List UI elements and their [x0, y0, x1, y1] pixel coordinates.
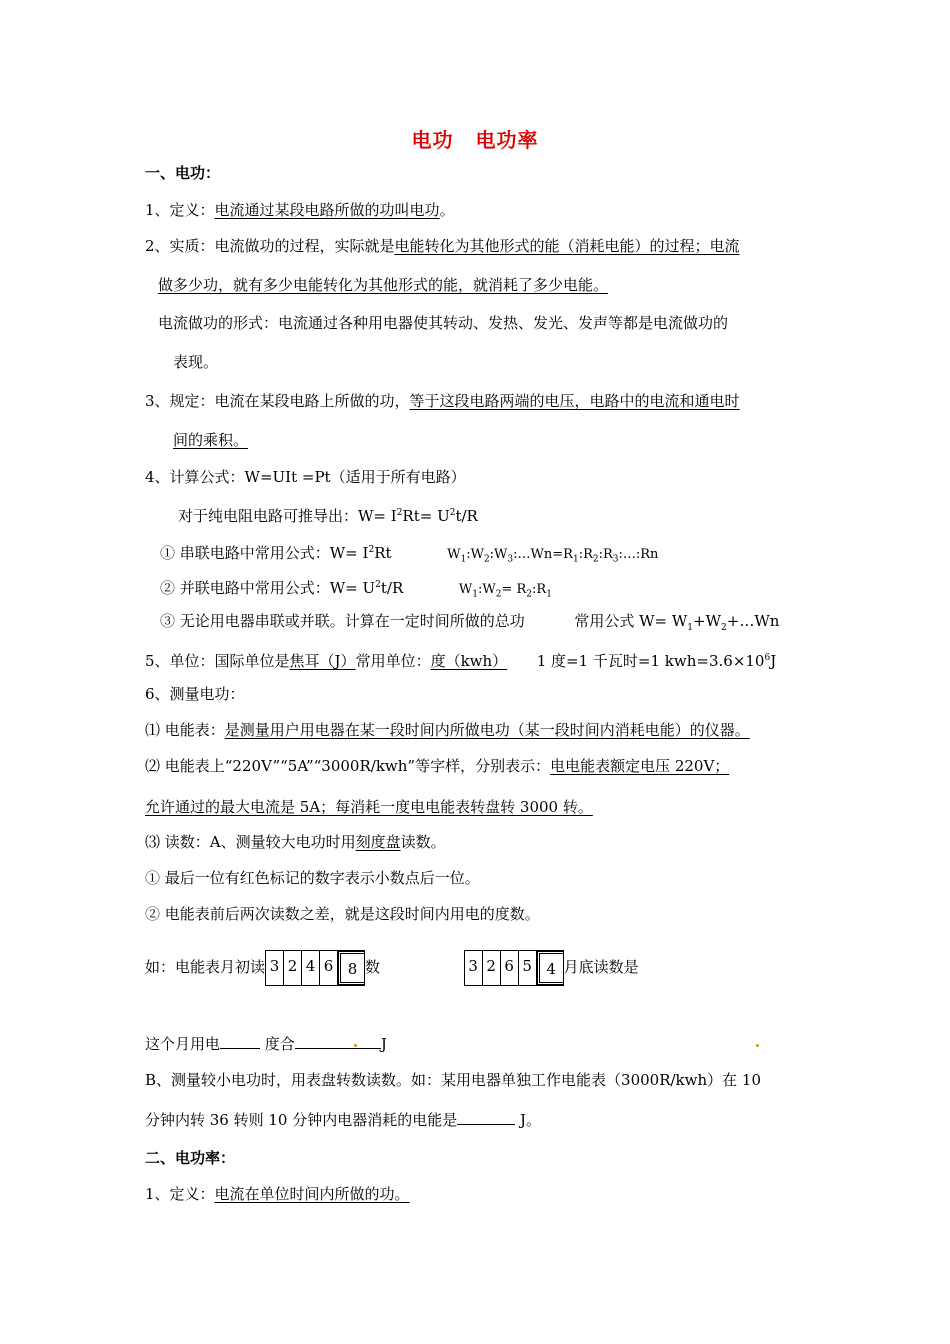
meter-end-reading — [464, 950, 564, 986]
measure-heading: 6、测量电功： — [145, 685, 245, 703]
meter-digit: 4 — [302, 951, 320, 985]
series-formula: ① 串联电路中常用公式：$W= I^2Rt$ $W_1:W_2:W_3:\dots Wn=R_1:R_2:R_3:\dots:Rn$ — [160, 544, 659, 565]
meter-labels-line1: ⑵ 电能表上“220V”“5A”“3000R/kwh”等字样，分别表示：电电能表额定电压 220V； — [145, 757, 730, 775]
meter-definition: ⑴ 电能表：是测量用户用电器在某一段时间内所做电功（某一段时间内消耗电能）的仪器。 — [145, 721, 750, 739]
small-work-line1: B、测量较小电功时，用表盘转数读数。如：某用电器单独工作电能表（3000R/kwh）在 10 — [145, 1071, 761, 1089]
section2-heading: 二、电功率： — [145, 1149, 236, 1167]
reading-rule1: ① 最后一位有红色标记的数字表示小数点后一位。 — [145, 869, 480, 887]
month-usage-line: 这个月用电 度合 J — [145, 1035, 387, 1053]
essence-line2: 做多少功，就有多少电能转化为其他形式的能，就消耗了多少电能。 — [158, 276, 609, 294]
section1-heading: 一、电功： — [145, 164, 221, 182]
meter-example: 如：电能表月初读 3 2 4 6 8 数 3 2 6 5 4 月底读数是 — [145, 945, 639, 989]
essence-line1: 2、实质：电流做功的过程，实际就是电能转化为其他形式的能（消耗电能）的过程；电流 — [145, 237, 740, 255]
parallel-formula: ② 并联电路中常用公式：$W= U^2t/R$ $W_1:W_2=$ $R_2:R_1$ — [160, 579, 552, 600]
def2-line: 1、定义：电流在单位时间内所做的功。 — [145, 1185, 410, 1203]
meter-decimal-digit: 8 — [338, 951, 364, 985]
meter-decimal-digit: 4 — [537, 951, 563, 985]
formula-line: 4、计算公式：W=UIt =Pt（适用于所有电路） — [145, 468, 466, 486]
pure-resistance-line: 对于纯电阻电路可推导出：$W= I^2Rt= U^2t/R$ — [178, 507, 478, 525]
answer-blank[interactable] — [220, 1034, 260, 1049]
answer-blank[interactable] — [457, 1110, 515, 1125]
meter-digit: 2 — [284, 951, 302, 985]
reading-method: ⑶ 读数：A、测量较大电功时用刻度盘读数。 — [145, 833, 446, 851]
meter-digit: 3 — [465, 951, 483, 985]
rule-line1: 3、规定：电流在某段电路上所做的功，等于这段电路两端的电压，电路中的电流和通电时 — [145, 392, 740, 410]
rule-line2: 间的乘积。 — [173, 431, 249, 449]
meter-digit: 6 — [501, 951, 519, 985]
meter-digit: 3 — [266, 951, 284, 985]
total-work-formula: ③ 无论用电器串联或并联。计算在一定时间所做的总功 常用公式 $W= W_1+W_2+\dots Wn$ — [160, 612, 780, 633]
meter-digit: 2 — [483, 951, 501, 985]
meter-digit: 6 — [320, 951, 338, 985]
reading-rule2: ② 电能表前后两次读数之差，就是这段时间内用电的度数。 — [145, 905, 540, 923]
unit-line: 5、单位：国际单位是焦耳（J）常用单位：度（kwh） 1 度=1 千瓦时=1 $kwh=3.6\times 10^6J$ — [145, 652, 777, 670]
form-line2: 表现。 — [173, 353, 219, 371]
answer-blank[interactable] — [295, 1034, 381, 1049]
page-title: 电功 电功率 — [411, 128, 539, 152]
def1-line: 1、定义：电流通过某段电路所做的功叫电功。 — [145, 201, 455, 219]
meter-labels-line2: 允许通过的最大电流是 5A；每消耗一度电电能表转盘转 3000 转。 — [145, 798, 593, 816]
small-work-line2: 分钟内转 36 转则 10 分钟内电器消耗的电能是 J。 — [145, 1111, 542, 1129]
meter-digit: 5 — [519, 951, 537, 985]
form-line1: 电流做功的形式：电流通过各种用电器使其转动、发热、发光、发声等都是电流做功的 — [158, 314, 729, 332]
meter-start-reading — [265, 950, 365, 986]
